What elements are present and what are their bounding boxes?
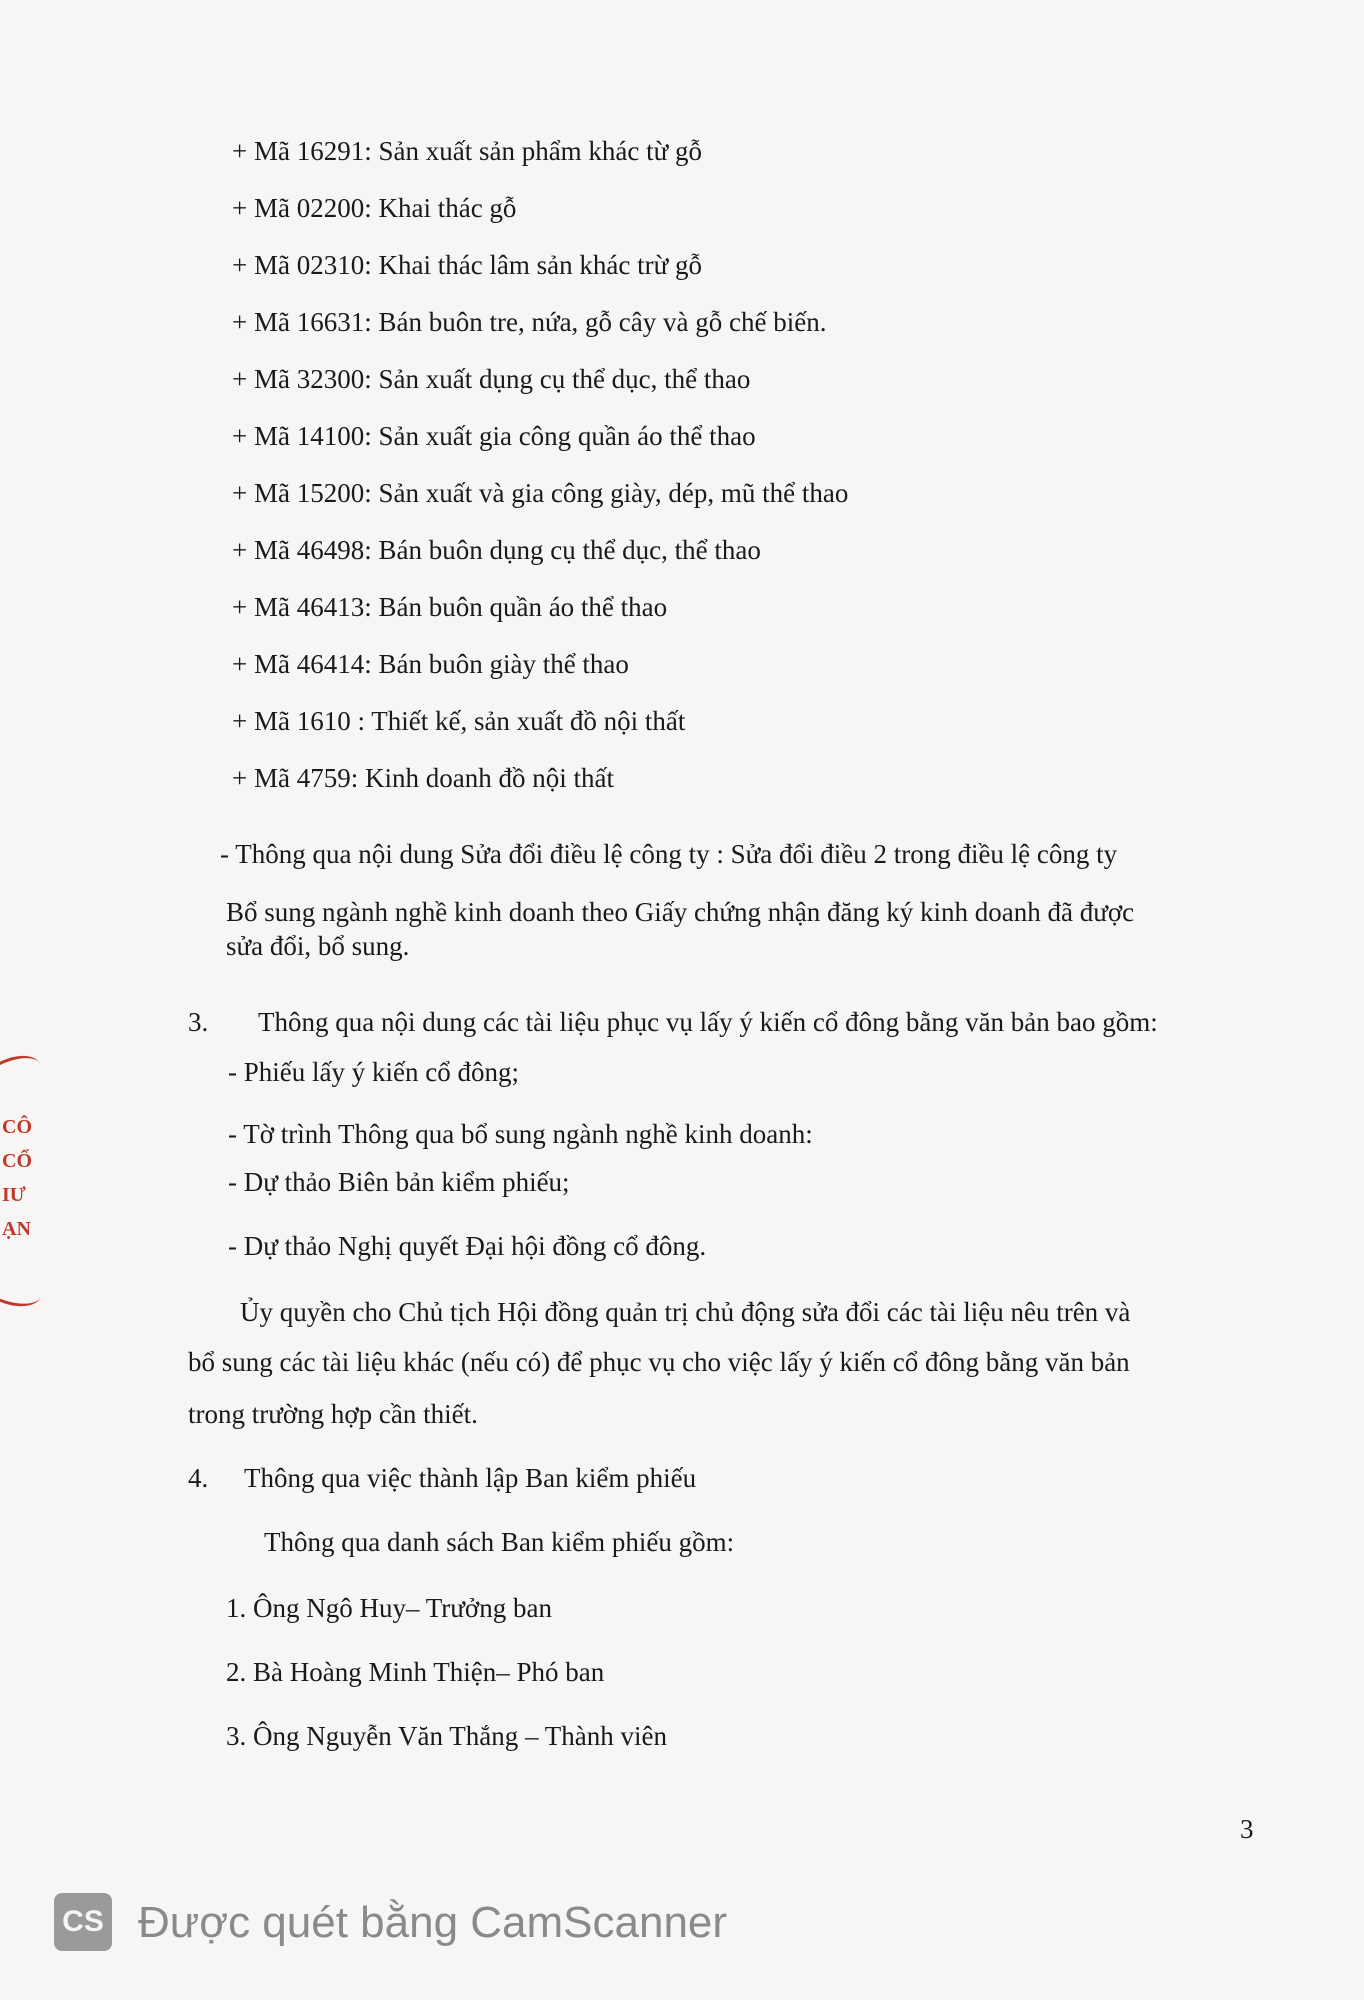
code-line: + Mã 32300: Sản xuất dụng cụ thể dục, thể thao bbox=[232, 364, 751, 394]
code-line: + Mã 02200: Khai thác gỗ bbox=[232, 193, 517, 223]
code-line: + Mã 16291: Sản xuất sản phẩm khác từ gỗ bbox=[232, 136, 703, 166]
list-item: - Phiếu lấy ý kiến cổ đông; bbox=[228, 1057, 519, 1087]
seal-arc-top bbox=[0, 1050, 44, 1100]
section-heading: Thông qua việc thành lập Ban kiểm phiếu bbox=[244, 1463, 697, 1493]
code-line: + Mã 16631: Bán buôn tre, nứa, gỗ cây và gỗ chế biến. bbox=[232, 307, 827, 337]
member-item: 3. Ông Nguyễn Văn Thắng – Thành viên bbox=[226, 1721, 667, 1751]
list-item: - Dự thảo Nghị quyết Đại hội đồng cổ đông. bbox=[228, 1231, 707, 1261]
paragraph-line: Ủy quyền cho Chủ tịch Hội đồng quản trị chủ động sửa đổi các tài liệu nêu trên và bbox=[240, 1297, 1131, 1327]
code-line: + Mã 46413: Bán buôn quần áo thể thao bbox=[232, 592, 668, 622]
camscanner-logo-icon: CS bbox=[54, 1893, 112, 1951]
list-item: - Tờ trình Thông qua bổ sung ngành nghề kinh doanh: bbox=[228, 1119, 813, 1149]
member-item: 2. Bà Hoàng Minh Thiện– Phó ban bbox=[226, 1657, 605, 1687]
code-line: + Mã 1610 : Thiết kế, sản xuất đồ nội thất bbox=[232, 706, 686, 736]
paragraph-line: Thông qua danh sách Ban kiểm phiếu gồm: bbox=[264, 1527, 735, 1557]
company-seal-fragment bbox=[0, 1050, 44, 1310]
camscanner-text: Được quét bằng CamScanner bbox=[138, 1898, 728, 1947]
section-heading: Thông qua nội dung các tài liệu phục vụ lấy ý kiến cổ đông bằng văn bản bao gồm: bbox=[258, 1007, 1158, 1037]
seal-text: CỔ bbox=[2, 1150, 32, 1172]
list-item: - Dự thảo Biên bản kiểm phiếu; bbox=[228, 1167, 570, 1197]
code-line: + Mã 46414: Bán buôn giày thể thao bbox=[232, 649, 629, 679]
section-number: 3. bbox=[188, 1007, 209, 1037]
charter-line: - Thông qua nội dung Sửa đổi điều lệ công ty : Sửa đổi điều 2 trong điều lệ công ty bbox=[220, 839, 1118, 869]
member-item: 1. Ông Ngô Huy– Trưởng ban bbox=[226, 1593, 552, 1623]
code-line: + Mã 15200: Sản xuất và gia công giày, dép, mũ thể thao bbox=[232, 478, 849, 508]
section-number: 4. bbox=[188, 1463, 209, 1493]
paragraph-line: trong trường hợp cần thiết. bbox=[188, 1399, 478, 1429]
charter-line: sửa đổi, bổ sung. bbox=[226, 931, 410, 961]
code-line: + Mã 4759: Kinh doanh đồ nội thất bbox=[232, 763, 614, 793]
charter-line: Bổ sung ngành nghề kinh doanh theo Giấy chứng nhận đăng ký kinh doanh đã được bbox=[226, 897, 1135, 927]
seal-text: IƯ bbox=[2, 1184, 26, 1206]
page-number: 3 bbox=[1240, 1814, 1254, 1844]
seal-text: CÔ bbox=[2, 1116, 32, 1138]
code-line: + Mã 02310: Khai thác lâm sản khác trừ gỗ bbox=[232, 250, 702, 280]
code-line: + Mã 46498: Bán buôn dụng cụ thể dục, thể thao bbox=[232, 535, 761, 565]
code-line: + Mã 14100: Sản xuất gia công quần áo thể thao bbox=[232, 421, 756, 451]
paragraph-line: bổ sung các tài liệu khác (nếu có) để phục vụ cho việc lấy ý kiến cổ đông bằng văn bản bbox=[188, 1347, 1130, 1377]
seal-text: ẠN bbox=[2, 1218, 31, 1240]
seal-arc-bottom bbox=[0, 1265, 44, 1310]
